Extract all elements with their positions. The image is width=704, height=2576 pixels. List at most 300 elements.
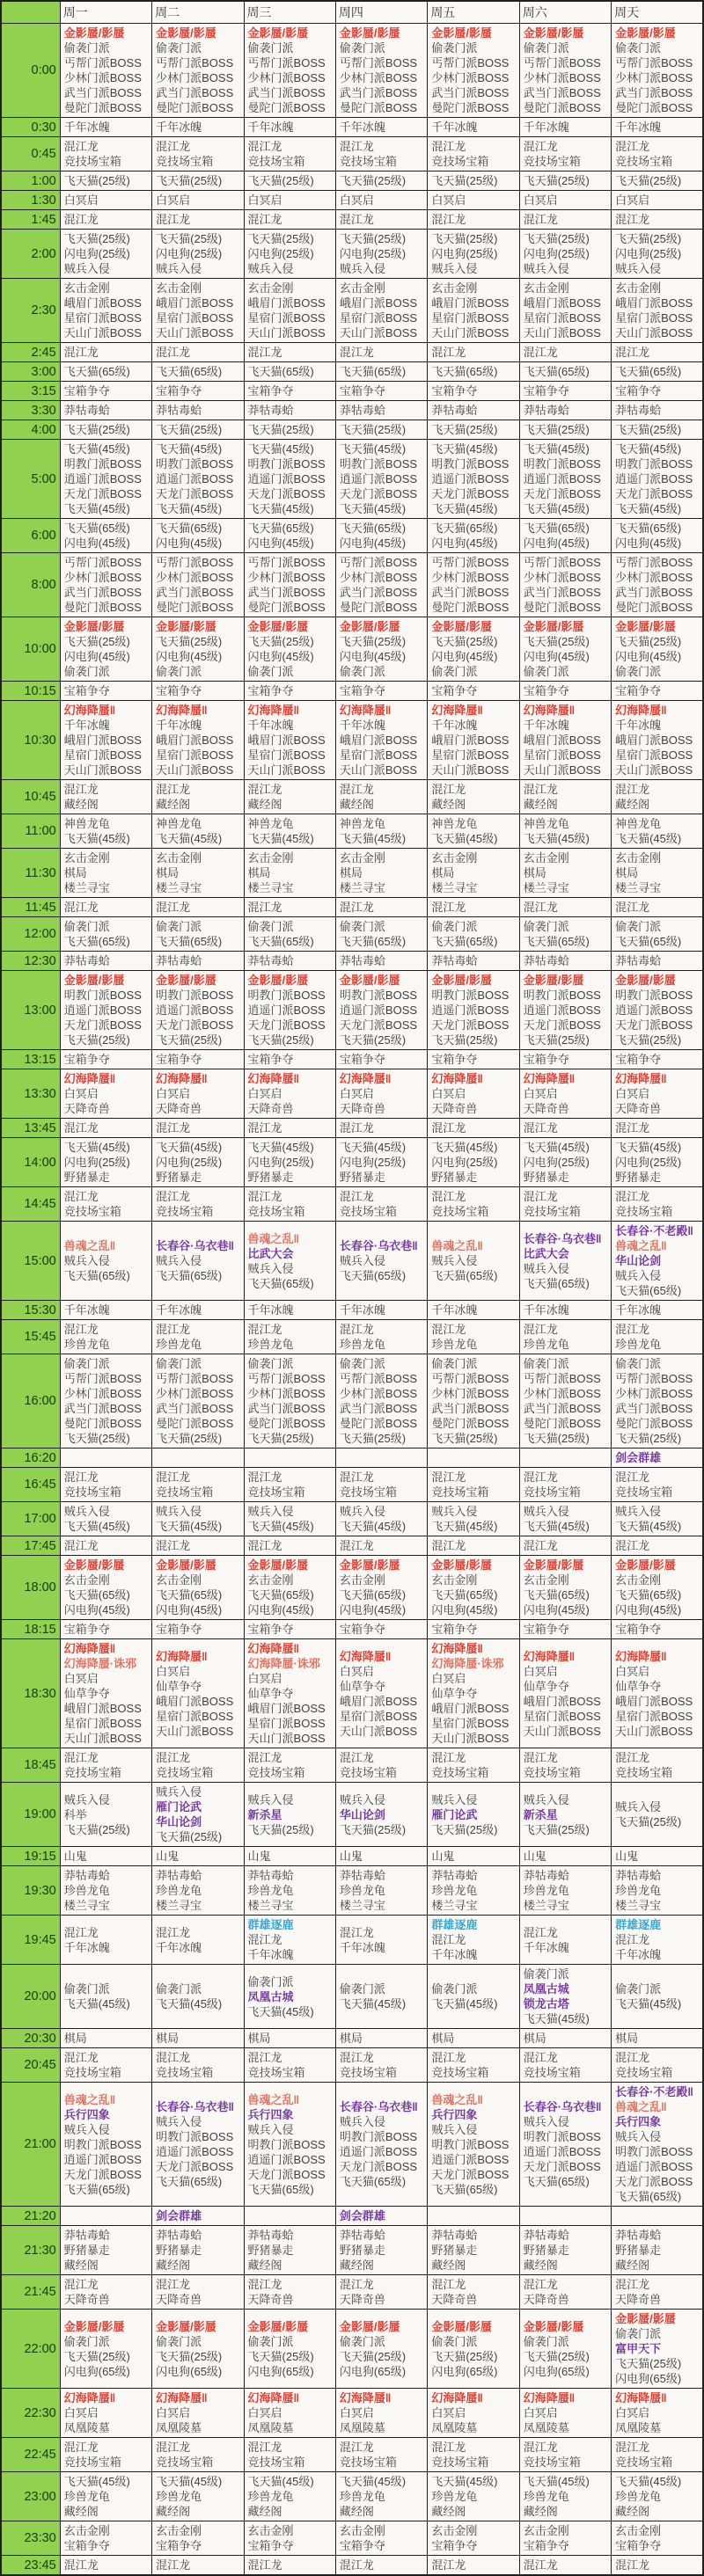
event-item: 闪电狗(25级): [156, 1156, 223, 1169]
schedule-cell-周三-19:00: [244, 1783, 335, 1847]
event-item: 少林门派BOSS: [615, 71, 693, 84]
schedule-cell-周五-12:00: [428, 917, 519, 952]
time-cell: 11:30: [1, 849, 60, 898]
schedule-cell-周一-2:00: [60, 230, 151, 279]
event-item: 藏经阁: [523, 2259, 558, 2272]
schedule-row-11:45: [1, 898, 703, 917]
event-item: 飞天猫(25级): [156, 635, 223, 648]
event-item: 闪电狗(45级): [431, 1603, 498, 1616]
event-item: 逍遥门派BOSS: [339, 1003, 418, 1017]
event-item: 飞天猫(45级): [156, 2475, 223, 2488]
event-item: 千年冰魄: [247, 1303, 294, 1317]
event-item: 幻海降蜃‖: [339, 704, 392, 717]
event-item: 白冥启: [615, 1087, 650, 1100]
event-item: 莽牯毒蛤: [63, 1869, 110, 1882]
event-item: 混江龙: [247, 1933, 282, 1946]
event-item: 曼陀门派BOSS: [63, 601, 142, 614]
event-item: 飞天猫(25级): [431, 423, 498, 436]
schedule-cell-周四-6:00: [335, 519, 427, 553]
schedule-row-19:15: [1, 1847, 703, 1866]
schedule-cell-周天-21:20: [612, 2207, 703, 2226]
event-item: 混江龙: [523, 2441, 558, 2454]
event-item: 逍遥门派BOSS: [63, 1003, 142, 1017]
schedule-cell-周天-15:30: [612, 1301, 703, 1320]
event-item: 玄击金刚: [523, 2524, 569, 2537]
event-item: 千年冰魄: [523, 719, 569, 732]
event-item: 偷袭门派: [63, 2334, 110, 2348]
event-item: 少林门派BOSS: [339, 1387, 418, 1400]
event-item: 幻海降蜃‖: [247, 704, 299, 717]
event-item: 曼陀门派BOSS: [63, 1417, 142, 1430]
schedule-cell-周一-2:45: [60, 343, 151, 362]
schedule-cell-周六-18:00: [519, 1556, 611, 1620]
event-item: 棋局: [523, 866, 546, 879]
event-item: 白冥启: [156, 2406, 191, 2419]
event-item: 楼兰寻宝: [156, 881, 202, 894]
event-item: 楼兰寻宝: [523, 1899, 569, 1912]
time-cell: 23:00: [1, 2472, 60, 2521]
event-item: 白冥启: [247, 2406, 282, 2419]
event-item: 武当门派BOSS: [247, 86, 326, 99]
event-item: 闪电狗(25级): [523, 1156, 590, 1169]
schedule-cell-周二-3:15: [152, 382, 244, 401]
event-item: 偷袭门派: [615, 665, 662, 678]
event-item: 混江龙: [523, 1190, 558, 1203]
schedule-cell-周五-3:00: [428, 362, 519, 382]
schedule-cell-周六-17:00: [519, 1502, 611, 1536]
event-item: 飞天猫(25级): [615, 635, 682, 648]
schedule-cell-周五-0:30: [428, 118, 519, 137]
event-item: 锁龙古塔: [523, 1997, 569, 2010]
event-item: 竞技场宝箱: [615, 2456, 673, 2469]
schedule-cell-周一-6:00: [60, 519, 151, 553]
event-item: 竞技场宝箱: [339, 2456, 397, 2469]
schedule-cell-周天-18:15: [612, 1620, 703, 1639]
event-item: 竞技场宝箱: [247, 1766, 305, 1779]
schedule-cell-周四-2:00: [335, 230, 427, 279]
event-item: 少林门派BOSS: [63, 71, 142, 84]
event-item: 峨眉门派BOSS: [523, 733, 601, 747]
schedule-cell-周二-17:00: [152, 1502, 244, 1536]
schedule-cell-周天-17:45: [612, 1536, 703, 1556]
time-cell: 1:30: [1, 191, 60, 210]
event-item: 飞天猫(45级): [247, 442, 314, 456]
event-item: 混江龙: [156, 140, 191, 153]
schedule-cell-周一-16:20: [60, 1449, 151, 1468]
event-item: 莽牯毒蛤: [156, 1869, 202, 1882]
event-item: 天降奇兽: [156, 1102, 202, 1115]
event-item: 楼兰寻宝: [615, 1899, 662, 1912]
event-item: 天降奇兽: [247, 1102, 294, 1115]
event-item: 金影蜃/影蜃: [339, 26, 400, 40]
schedule-cell-周三-18:30: [244, 1639, 335, 1748]
event-item: 天山门派BOSS: [63, 763, 142, 777]
schedule-cell-周四-16:20: [335, 1449, 427, 1468]
event-item: 武当门派BOSS: [431, 1402, 510, 1415]
event-item: 竞技场宝箱: [247, 2066, 305, 2079]
time-cell: 16:45: [1, 1468, 60, 1502]
schedule-cell-周四-14:00: [335, 1138, 427, 1187]
event-item: 混江龙: [339, 213, 374, 226]
event-item: 竞技场宝箱: [339, 155, 397, 168]
event-item: 千年冰魄: [615, 1948, 662, 1961]
schedule-row-11:00: [1, 814, 703, 849]
event-item: 贼兵入侵: [63, 2122, 110, 2136]
event-item: 棋局: [63, 2032, 87, 2045]
event-item: 宝箱争夺: [247, 684, 294, 697]
schedule-cell-周二-18:15: [152, 1620, 244, 1639]
schedule-cell-周六-18:30: [519, 1639, 611, 1748]
event-item: 长春谷·乌衣巷‖: [339, 1239, 418, 1252]
schedule-cell-周三-11:30: [244, 849, 335, 898]
event-item: 天山门派BOSS: [339, 1724, 418, 1738]
event-item: 混江龙: [523, 1323, 558, 1336]
schedule-cell-周天-17:00: [612, 1502, 703, 1536]
schedule-cell-周五-23:30: [428, 2521, 519, 2556]
event-item: 幻海降蜃·诛邪: [431, 1657, 504, 1670]
event-item: 飞天猫(25级): [339, 1033, 407, 1047]
event-item: 逍遥门派BOSS: [247, 472, 326, 485]
event-item: 群雄逐鹿: [247, 1918, 294, 1931]
event-item: 长春谷·乌衣巷‖: [523, 1231, 602, 1245]
schedule-row-16:00: [1, 1354, 703, 1449]
event-item: 山鬼: [247, 1850, 271, 1863]
schedule-cell-周六-8:00: [519, 553, 611, 617]
schedule-cell-周四-11:30: [335, 849, 427, 898]
event-item: 飞天猫(65级): [431, 522, 498, 535]
schedule-cell-周五-3:15: [428, 382, 519, 401]
event-item: 宝箱争夺: [156, 2539, 202, 2552]
event-item: 宝箱争夺: [156, 384, 202, 398]
event-item: 星宿门派BOSS: [247, 311, 326, 325]
schedule-cell-周四-12:30: [335, 952, 427, 971]
schedule-cell-周一-20:45: [60, 2048, 151, 2083]
event-item: 闪电狗(25级): [63, 1156, 130, 1169]
schedule-cell-周一-22:00: [60, 2310, 151, 2389]
event-item: 天龙门派BOSS: [615, 1018, 693, 1032]
event-item: 飞天猫(25级): [63, 423, 130, 436]
schedule-cell-周五-19:15: [428, 1847, 519, 1866]
event-item: 混江龙: [431, 346, 466, 359]
schedule-cell-周六-23:30: [519, 2521, 611, 2556]
schedule-cell-周四-14:45: [335, 1187, 427, 1222]
schedule-cell-周三-11:00: [244, 814, 335, 849]
event-item: 逍遥门派BOSS: [339, 472, 418, 485]
event-item: 天龙门派BOSS: [63, 2167, 142, 2181]
event-item: 长春谷·乌衣巷‖: [523, 2100, 602, 2113]
schedule-cell-周五-13:15: [428, 1050, 519, 1069]
time-cell: 19:45: [1, 1916, 60, 1965]
event-item: 宝箱争夺: [431, 1053, 478, 1066]
schedule-cell-周一-14:00: [60, 1138, 151, 1187]
event-item: 宝箱争夺: [615, 1053, 662, 1066]
event-item: 竞技场宝箱: [523, 1205, 581, 1218]
schedule-cell-周天-10:15: [612, 682, 703, 701]
event-item: 金影蜃/影蜃: [431, 26, 492, 40]
event-item: 宝箱争夺: [339, 684, 385, 697]
event-item: 贼兵入侵: [247, 1792, 294, 1806]
schedule-cell-周三-19:45: [244, 1916, 335, 1965]
event-item: 飞天猫(65级): [339, 365, 407, 378]
event-item: 峨眉门派BOSS: [431, 733, 510, 747]
event-item: 飞天猫(45级): [247, 1141, 314, 1154]
event-item: 贼兵入侵: [523, 262, 569, 275]
schedule-cell-周五-15:30: [428, 1301, 519, 1320]
event-item: 莽牯毒蛤: [339, 1869, 385, 1882]
schedule-row-22:45: [1, 2438, 703, 2472]
event-item: 曼陀门派BOSS: [339, 101, 418, 114]
schedule-cell-周三-1:00: [244, 171, 335, 191]
event-item: 金影蜃/影蜃: [339, 974, 400, 987]
event-item: 偷袭门派: [523, 920, 569, 933]
schedule-cell-周四-13:45: [335, 1119, 427, 1138]
time-cell: 13:45: [1, 1119, 60, 1138]
event-item: 莽牯毒蛤: [431, 954, 478, 967]
event-item: 金影蜃/影蜃: [431, 620, 492, 633]
event-item: 飞天猫(25级): [615, 232, 682, 245]
time-cell: 19:15: [1, 1847, 60, 1866]
schedule-cell-周天-14:00: [612, 1138, 703, 1187]
schedule-cell-周四-20:45: [335, 2048, 427, 2083]
schedule-cell-周一-12:30: [60, 952, 151, 971]
schedule-cell-周二-1:00: [152, 171, 244, 191]
event-item: 竞技场宝箱: [431, 1766, 489, 1779]
event-item: 少林门派BOSS: [339, 571, 418, 584]
event-item: 混江龙: [156, 1751, 191, 1764]
schedule-cell-周二-23:30: [152, 2521, 244, 2556]
event-item: 飞天猫(65级): [339, 1588, 407, 1602]
schedule-cell-周三-21:00: [244, 2083, 335, 2207]
schedule-cell-周四-8:00: [335, 553, 427, 617]
event-item: 少林门派BOSS: [615, 1387, 693, 1400]
event-item: 金影蜃/影蜃: [431, 1558, 492, 1572]
event-item: 竞技场宝箱: [63, 1485, 121, 1499]
event-item: 偷袭门派: [247, 665, 294, 678]
schedule-cell-周天-5:00: [612, 440, 703, 519]
event-item: 飞天猫(45级): [615, 442, 682, 456]
event-item: 峨眉门派BOSS: [156, 296, 234, 310]
schedule-cell-周二-2:00: [152, 230, 244, 279]
schedule-cell-周三-21:20: [244, 2207, 335, 2226]
event-item: 幻海降蜃‖: [615, 1649, 667, 1663]
event-item: 竞技场宝箱: [339, 2066, 397, 2079]
event-item: 飞天猫(65级): [63, 365, 130, 378]
schedule-cell-周天-12:30: [612, 952, 703, 971]
event-item: 竞技场宝箱: [431, 1485, 489, 1499]
schedule-cell-周四-19:45: [335, 1916, 427, 1965]
schedule-cell-周三-17:00: [244, 1502, 335, 1536]
event-item: 天龙门派BOSS: [63, 1018, 142, 1032]
event-item: 星宿门派BOSS: [156, 748, 234, 762]
time-cell: 0:00: [1, 24, 60, 118]
event-item: 幻海降蜃‖: [339, 1072, 392, 1085]
time-cell: 20:30: [1, 2029, 60, 2048]
event-item: 丐帮门派BOSS: [615, 556, 693, 569]
schedule-cell-周二-16:00: [152, 1354, 244, 1449]
schedule-cell-周天-21:45: [612, 2275, 703, 2310]
event-item: 丐帮门派BOSS: [63, 556, 142, 569]
event-item: 混江龙: [63, 213, 99, 226]
event-item: 楼兰寻宝: [523, 881, 569, 894]
schedule-cell-周五-16:45: [428, 1468, 519, 1502]
event-item: 野猪暴走: [615, 2244, 662, 2257]
event-item: 混江龙: [615, 346, 650, 359]
event-item: 丐帮门派BOSS: [431, 56, 510, 69]
event-item: 华山论剑: [615, 1254, 662, 1267]
event-item: 飞天猫(65级): [523, 365, 590, 378]
time-cell: 15:30: [1, 1301, 60, 1320]
time-cell: 1:00: [1, 171, 60, 191]
event-item: 飞天猫(25级): [431, 1822, 498, 1836]
event-item: 闪电狗(45级): [431, 650, 498, 663]
schedule-cell-周一-20:00: [60, 1965, 151, 2029]
event-item: 混江龙: [615, 1323, 650, 1336]
event-item: 棋局: [247, 2032, 271, 2045]
event-item: 丐帮门派BOSS: [523, 556, 601, 569]
event-item: 少林门派BOSS: [615, 571, 693, 584]
event-item: 楼兰寻宝: [431, 881, 478, 894]
schedule-row-21:00: [1, 2083, 703, 2207]
schedule-cell-周四-16:00: [335, 1354, 427, 1449]
event-item: 偷袭门派: [523, 1357, 569, 1370]
time-cell: 13:15: [1, 1050, 60, 1069]
event-item: 宝箱争夺: [63, 2539, 110, 2552]
event-item: 闪电狗(45级): [247, 650, 314, 663]
schedule-cell-周四-11:45: [335, 898, 427, 917]
time-cell: 21:00: [1, 2083, 60, 2207]
schedule-cell-周五-1:30: [428, 191, 519, 210]
event-item: 天山门派BOSS: [523, 763, 601, 777]
schedule-cell-周二-19:30: [152, 1866, 244, 1916]
event-item: 明教门派BOSS: [339, 2130, 418, 2143]
event-item: 天龙门派BOSS: [523, 1018, 601, 1032]
event-item: 闪电狗(45级): [615, 1603, 682, 1616]
schedule-row-16:45: [1, 1468, 703, 1502]
time-cell: 12:30: [1, 952, 60, 971]
schedule-cell-周四-2:45: [335, 343, 427, 362]
event-item: 混江龙: [615, 1539, 650, 1552]
event-item: 白冥启: [63, 1672, 99, 1685]
event-item: 楼兰寻宝: [156, 1899, 202, 1912]
event-item: 曼陀门派BOSS: [156, 601, 234, 614]
schedule-cell-周五-23:00: [428, 2472, 519, 2521]
schedule-row-4:00: [1, 420, 703, 440]
event-item: 飞天猫(25级): [247, 1033, 314, 1047]
schedule-cell-周二-2:45: [152, 343, 244, 362]
event-item: 白冥启: [63, 193, 99, 207]
schedule-cell-周六-19:45: [519, 1916, 611, 1965]
event-item: 飞天猫(25级): [431, 2349, 498, 2363]
event-item: 飞天猫(45级): [431, 832, 498, 845]
event-item: 飞天猫(45级): [339, 832, 407, 845]
event-item: 天龙门派BOSS: [523, 2160, 601, 2173]
schedule-row-10:45: [1, 780, 703, 814]
event-item: 玄击金刚: [247, 851, 294, 865]
event-item: 飞天猫(25级): [523, 1432, 590, 1445]
event-item: 珍兽龙龟: [339, 1884, 385, 1897]
event-item: 飞天猫(45级): [156, 442, 223, 456]
event-item: 棋局: [156, 2032, 180, 2045]
event-item: 飞天猫(65级): [523, 1276, 590, 1290]
event-item: 混江龙: [615, 2558, 650, 2572]
event-item: 明教门派BOSS: [523, 457, 601, 471]
event-item: 闪电狗(45级): [156, 650, 223, 663]
event-item: 金影蜃/影蜃: [156, 620, 216, 633]
event-item: 幻海降蜃‖: [431, 1642, 483, 1655]
event-item: 竞技场宝箱: [63, 1766, 121, 1779]
schedule-cell-周一-2:30: [60, 279, 151, 343]
schedule-cell-周二-5:00: [152, 440, 244, 519]
time-cell: 19:00: [1, 1783, 60, 1847]
event-item: 白冥启: [615, 1664, 650, 1678]
time-cell: 6:00: [1, 519, 60, 553]
event-item: 玄击金刚: [431, 851, 478, 865]
event-item: 明教门派BOSS: [63, 2137, 142, 2151]
schedule-cell-周一-18:30: [60, 1639, 151, 1748]
event-item: 凤凰陵墓: [63, 2421, 110, 2434]
time-cell: 0:30: [1, 118, 60, 137]
event-item: 偷袭门派: [63, 41, 110, 55]
event-item: 峨眉门派BOSS: [63, 296, 142, 310]
event-item: 宝箱争夺: [63, 684, 110, 697]
event-item: 野猪暴走: [431, 1171, 478, 1184]
event-item: 偷袭门派: [523, 1967, 569, 1981]
schedule-cell-周四-17:00: [335, 1502, 427, 1536]
event-item: 宝箱争夺: [431, 2539, 478, 2552]
event-item: 金影蜃/影蜃: [63, 1558, 125, 1572]
event-item: 丐帮门派BOSS: [615, 56, 693, 69]
schedule-cell-周五-15:00: [428, 1222, 519, 1301]
schedule-row-1:00: [1, 171, 703, 191]
event-item: 玄击金刚: [247, 2524, 294, 2537]
schedule-cell-周六-3:30: [519, 401, 611, 420]
event-item: 丐帮门派BOSS: [339, 1372, 418, 1385]
event-item: 金影蜃/影蜃: [431, 2319, 492, 2333]
schedule-cell-周二-11:30: [152, 849, 244, 898]
event-item: 贼兵入侵: [247, 1261, 294, 1275]
schedule-cell-周一-11:00: [60, 814, 151, 849]
header-corner-cell: [1, 1, 60, 24]
schedule-row-15:30: [1, 1301, 703, 1320]
event-item: 明教门派BOSS: [431, 989, 510, 1002]
event-item: 珍兽龙龟: [63, 1338, 110, 1351]
event-item: 曼陀门派BOSS: [156, 101, 234, 114]
event-item: 少林门派BOSS: [523, 71, 601, 84]
event-item: 千年冰魄: [63, 719, 110, 732]
schedule-cell-周三-16:20: [244, 1449, 335, 1468]
event-item: 竞技场宝箱: [431, 1205, 489, 1218]
event-item: 千年冰魄: [63, 1940, 110, 1954]
schedule-cell-周五-2:00: [428, 230, 519, 279]
event-item: 明教门派BOSS: [63, 989, 142, 1002]
schedule-cell-周五-14:45: [428, 1187, 519, 1222]
event-item: 贼兵入侵: [156, 2115, 202, 2128]
schedule-cell-周二-19:15: [152, 1847, 244, 1866]
event-item: 混江龙: [63, 2441, 99, 2454]
event-item: 飞天猫(45级): [63, 1141, 130, 1154]
schedule-cell-周三-15:30: [244, 1301, 335, 1320]
event-item: 飞天猫(25级): [156, 232, 223, 245]
event-item: 天降奇兽: [247, 2293, 294, 2306]
event-item: 闪电狗(25级): [431, 1156, 498, 1169]
event-item: 峨眉门派BOSS: [339, 296, 418, 310]
time-cell: 18:30: [1, 1639, 60, 1748]
event-item: 飞天猫(45级): [63, 502, 130, 515]
event-item: 飞天猫(65级): [63, 1269, 130, 1282]
event-item: 混江龙: [156, 783, 191, 796]
event-item: 雁门论武: [431, 1807, 478, 1821]
schedule-cell-周天-22:00: [612, 2310, 703, 2389]
